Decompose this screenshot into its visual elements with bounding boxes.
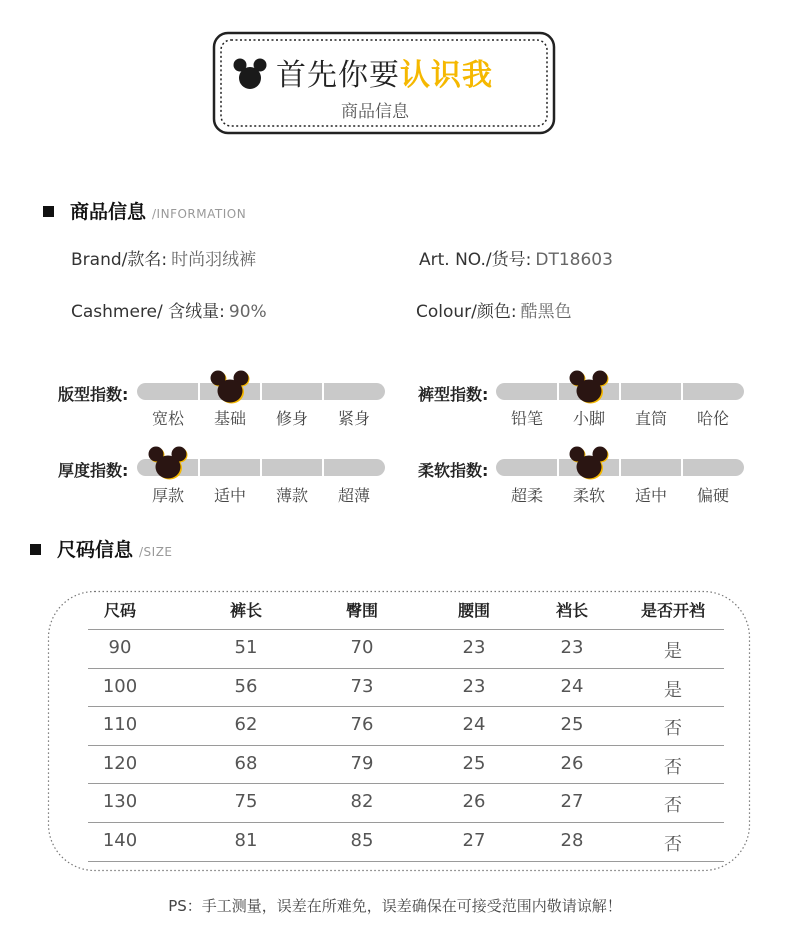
- table-header-cell: 臀围: [345, 601, 379, 620]
- section-subtitle-en: /SIZE: [139, 545, 173, 559]
- brand-info: [71, 245, 256, 270]
- table-cell: 是: [664, 679, 682, 701]
- table-cell: 51: [234, 637, 258, 658]
- colour-info: [416, 297, 572, 322]
- index-option: 厚款: [151, 486, 185, 505]
- title-accent: 认识我: [400, 58, 493, 93]
- mouse-marker-icon: [209, 369, 251, 405]
- measurement-note: PS：手工测量，误差在所难免，误差确保在可接受范围内敬请谅解！: [168, 897, 622, 915]
- table-cell: 23: [462, 637, 486, 658]
- artno-info: [419, 245, 613, 270]
- artno-value: DT18603: [535, 250, 613, 270]
- page-subtitle: 商品信息: [341, 102, 409, 122]
- table-header-cell: 裆长: [555, 601, 589, 620]
- table-cell: 82: [350, 791, 374, 813]
- table-cell: 56: [234, 675, 258, 697]
- table-cell: 76: [350, 714, 374, 736]
- index-label: 厚度指数:: [58, 461, 129, 480]
- index-option: 基础: [213, 409, 247, 428]
- index-label: 裤型指数:: [418, 385, 489, 404]
- table-cell: 130: [102, 791, 138, 813]
- table-cell: 73: [350, 675, 374, 697]
- table-cell: 62: [234, 714, 258, 736]
- table-cell: 26: [560, 752, 584, 774]
- bar-divider: [322, 459, 324, 476]
- table-cell: 23: [560, 637, 584, 658]
- table-cell: 70: [350, 637, 374, 658]
- mouse-marker-icon: [568, 445, 610, 481]
- index-option: 适中: [213, 486, 247, 505]
- index-option: 超柔: [510, 486, 544, 505]
- table-cell: 68: [234, 752, 258, 774]
- index-bar: [496, 459, 744, 476]
- table-cell: 120: [102, 752, 138, 774]
- cashmere-label: Cashmere/ 含绒量:: [71, 302, 225, 322]
- table-cell: 110: [102, 714, 138, 736]
- index-option: 小脚: [572, 409, 606, 428]
- index-option: 薄款: [275, 486, 309, 505]
- table-cell: 26: [462, 791, 486, 813]
- table-cell: 23: [462, 675, 486, 697]
- mouse-marker-icon: [568, 369, 610, 405]
- title-plain: 首先你要: [276, 58, 400, 93]
- table-row-divider: [88, 745, 724, 746]
- bar-divider: [557, 459, 559, 476]
- section-subtitle-en: /INFORMATION: [152, 207, 247, 221]
- section-square-icon: [43, 206, 54, 217]
- bar-divider: [198, 459, 200, 476]
- table-row-divider: [88, 861, 724, 862]
- brand-label: Brand/款名:: [71, 250, 168, 270]
- table-header-cell: 腰围: [457, 601, 491, 620]
- table-cell: 75: [234, 791, 258, 813]
- index-option: 铅笔: [510, 409, 544, 428]
- index-option: 柔软: [572, 486, 606, 505]
- table-cell: 否: [664, 795, 682, 817]
- table-cell: 100: [102, 675, 138, 697]
- table-cell: 24: [462, 714, 486, 736]
- bar-divider: [557, 383, 559, 400]
- table-cell: 140: [102, 830, 138, 851]
- index-bar: [137, 383, 385, 400]
- bar-divider: [260, 383, 262, 400]
- table-header-cell: 尺码: [103, 601, 137, 620]
- table-cell: 27: [462, 830, 486, 851]
- index-label: 柔软指数:: [418, 461, 489, 480]
- table-cell: 否: [664, 718, 682, 740]
- cashmere-info: [71, 297, 267, 322]
- index-option: 偏硬: [696, 486, 730, 505]
- section-title: 商品信息: [70, 201, 147, 223]
- index-option: 直筒: [634, 409, 668, 428]
- table-cell: 28: [560, 830, 584, 851]
- bar-divider: [681, 459, 683, 476]
- index-option: 紧身: [337, 409, 371, 428]
- table-row-divider: [88, 783, 724, 784]
- table-row-divider: [88, 668, 724, 669]
- mouse-marker-icon: [147, 445, 189, 481]
- artno-label: Art. NO./货号:: [419, 250, 532, 270]
- table-cell: 是: [664, 641, 682, 662]
- bar-divider: [619, 459, 621, 476]
- mouse-head-icon: [232, 56, 268, 92]
- table-header-cell: 是否开裆: [640, 601, 706, 620]
- bar-divider: [198, 383, 200, 400]
- page-title: [276, 50, 493, 94]
- table-cell: 79: [350, 752, 374, 774]
- colour-label: Colour/颜色:: [416, 302, 517, 322]
- size-info-section-header: [30, 535, 173, 562]
- table-header-cell: 裤长: [229, 601, 263, 620]
- colour-value: 酷黑色: [520, 302, 572, 322]
- brand-value: 时尚羽绒裤: [171, 250, 257, 270]
- table-cell: 24: [560, 675, 584, 697]
- table-cell: 85: [350, 830, 374, 851]
- table-cell: 81: [234, 830, 258, 851]
- index-option: 哈伦: [696, 409, 730, 428]
- table-cell: 27: [560, 791, 584, 813]
- cashmere-value: 90%: [228, 302, 267, 322]
- table-row-divider: [88, 822, 724, 823]
- index-bar: [496, 383, 744, 400]
- bar-divider: [681, 383, 683, 400]
- table-cell: 否: [664, 834, 682, 855]
- index-option: 宽松: [151, 409, 185, 428]
- index-option: 适中: [634, 486, 668, 505]
- table-cell: 25: [462, 752, 486, 774]
- bar-divider: [260, 459, 262, 476]
- product-info-section-header: [43, 197, 246, 224]
- index-option: 修身: [275, 409, 309, 428]
- size-table-frame: [47, 590, 751, 872]
- table-cell: 90: [108, 637, 132, 658]
- table-row-divider: [88, 706, 724, 707]
- table-row-divider: [88, 629, 724, 630]
- bar-divider: [619, 383, 621, 400]
- section-title: 尺码信息: [57, 539, 134, 561]
- index-label: 版型指数:: [58, 385, 129, 404]
- bar-divider: [322, 383, 324, 400]
- section-square-icon: [30, 544, 41, 555]
- table-cell: 25: [560, 714, 584, 736]
- table-cell: 否: [664, 756, 682, 778]
- index-option: 超薄: [337, 486, 371, 505]
